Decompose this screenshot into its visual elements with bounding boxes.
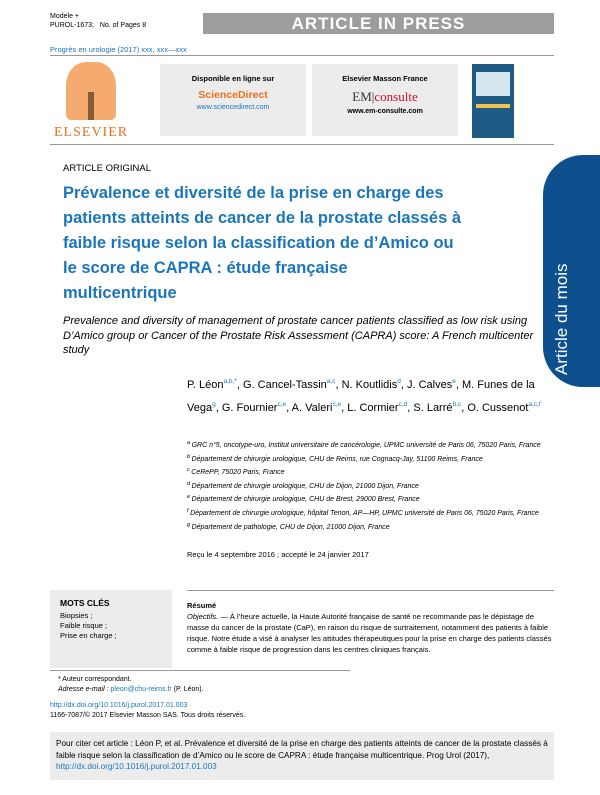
ref-code: PUROL-1673; bbox=[50, 22, 94, 29]
author-name-text: P. Léon bbox=[187, 379, 224, 391]
author-name: N. Koutlidis$^d$, bbox=[341, 378, 404, 391]
sciencedirect-label: Disponible en ligne sur bbox=[191, 74, 275, 83]
affiliation-text: Département de chirurgie urologique, hôpital Tenon, AP—HP, UPMC université de Paris 06, 75020 Paris, France bbox=[190, 509, 539, 517]
model-label: Modele + bbox=[50, 13, 79, 20]
article-type: ARTICLE ORIGINAL bbox=[63, 163, 151, 174]
keyword-item: Faible risque ; bbox=[60, 621, 108, 630]
affiliation-text: CeRePP, 75020 Paris, France bbox=[191, 469, 285, 477]
author-affiliation-mark[interactable]: a,c bbox=[326, 378, 336, 385]
article-du-mois-tab bbox=[543, 155, 600, 387]
author-list bbox=[187, 372, 547, 418]
article-title: Prévalence et diversité de la prise en charge des patients atteints de cancer de la prostate classés à faible risque selon la classification de d’Amico ou le score de CAPRA : étude française multicentrique bbox=[63, 184, 462, 302]
doi-link[interactable]: http://dx.doi.org/10.1016/j.purol.2017.01.003 bbox=[50, 702, 188, 709]
elsevier-logo bbox=[54, 62, 129, 142]
abstract bbox=[187, 600, 554, 655]
received-accepted-dates: Reçu le 4 septembre 2016 ; accepté le 24 janvier 2017 bbox=[187, 550, 369, 559]
affiliation-text: GRC n°5, oncotype-uro, Institut universitaire de cancérologie, UPMC université de Paris 06, 75020 Paris, France bbox=[191, 442, 541, 449]
affiliation-item bbox=[187, 506, 547, 520]
affiliation-mark: d bbox=[187, 480, 192, 487]
author-affiliation-mark[interactable]: b,c bbox=[452, 401, 462, 408]
author-name-text: G. Fournier bbox=[221, 402, 278, 414]
elsevier-tree-icon bbox=[66, 62, 116, 120]
author-affiliation-mark[interactable]: c,e bbox=[332, 401, 342, 408]
author-name: P. Léon$^{a,b,*}$, bbox=[187, 378, 244, 391]
page-count: No. of Pages 8 bbox=[99, 22, 147, 29]
affiliation-item bbox=[187, 438, 547, 452]
author-affiliation-mark[interactable]: c,e bbox=[277, 401, 287, 408]
author-affiliation-mark[interactable]: c,d bbox=[398, 401, 408, 408]
author-affiliation-mark[interactable]: d bbox=[397, 378, 401, 385]
affiliation-list bbox=[187, 438, 547, 533]
sciencedirect-panel[interactable] bbox=[160, 64, 306, 136]
author-name-text: S. Larré bbox=[413, 402, 453, 414]
citation-box bbox=[50, 732, 554, 780]
author-name-text: M. Funes de la Vega bbox=[187, 379, 535, 414]
author-name-text: O. Cussenot bbox=[467, 402, 529, 414]
author-name: S. Larré$^{b,c}$, bbox=[413, 401, 468, 414]
abstract-divider bbox=[187, 590, 554, 591]
author-affiliation-mark[interactable]: g bbox=[212, 401, 216, 408]
journal-cover-image bbox=[472, 64, 514, 138]
citation-text: Pour citer cet article : Léon P, et al. Prévalence et diversité de la prise en charge des patients atteints de cancer de la prostate classés à faible risque selon la classification de d’Amico ou le score de CAPRA : étude française multicentrique. Prog Urol (2017), bbox=[56, 739, 548, 760]
author-name: L. Cormier$^{c,d}$, bbox=[347, 401, 414, 414]
side-tab-label: Article du mois bbox=[552, 263, 571, 375]
abstract-section-label: Objectifs. bbox=[187, 612, 219, 621]
keywords-box bbox=[50, 590, 172, 668]
sciencedirect-url[interactable]: www.sciencedirect.com bbox=[196, 104, 270, 111]
publisher-header bbox=[50, 55, 554, 145]
model-info bbox=[50, 12, 146, 30]
footnotes bbox=[50, 670, 350, 696]
running-header bbox=[50, 12, 554, 36]
author-name-text: A. Valeri bbox=[291, 402, 333, 414]
author-name: G. Fournier$^{c,e}$, bbox=[221, 401, 290, 414]
emconsulte-brand: EM|consulte bbox=[352, 89, 418, 104]
affiliation-mark: e bbox=[187, 494, 192, 501]
author-name-text: J. Calves bbox=[406, 379, 453, 391]
affiliation-item bbox=[187, 452, 547, 466]
author-name: G. Cancel-Tassin$^{a,c}$, bbox=[243, 378, 342, 391]
article-title-english: Prevalence and diversity of management of prostate cancer patients classified as low risk using D’Amico group or Cancer of the Prostate Risk Assessment (CAPRA) score: A French multicenter study bbox=[63, 315, 534, 356]
affiliation-item bbox=[187, 520, 547, 534]
elsevier-wordmark: ELSEVIER bbox=[54, 125, 129, 140]
abstract-text: Objectifs. — À l’heure actuelle, la Haute Autorité française de santé ne recommande pas le dépistage de masse du cancer de la prostate (CaP), en raison du risque de surtraitement, notamment des patients à faible risque. Notre étude a visé à analyser les attitudes thérapeutiques pour la prise en charge des patients classés comme à faible risque de progression dans les centres cliniques français. bbox=[187, 612, 552, 654]
affiliation-item bbox=[187, 465, 547, 479]
keyword-item: Biopsies ; bbox=[60, 611, 93, 620]
author-name: A. Valeri$^{c,e}$, bbox=[291, 401, 348, 414]
affiliation-text: Département de chirurgie urologique, CHU de Reims, rue Cognacq-Jay, 51100 Reims, France bbox=[191, 455, 483, 463]
doi-copyright-block bbox=[50, 701, 245, 721]
keyword-item: Prise en charge ; bbox=[60, 631, 117, 640]
affiliation-text: Département de chirurgie urologique, CHU de Dijon, 21000 Dijon, France bbox=[191, 482, 419, 490]
affiliation-mark: f bbox=[187, 507, 191, 514]
author-name-text: G. Cancel-Tassin bbox=[243, 379, 327, 391]
affiliation-mark: c bbox=[187, 467, 192, 474]
affiliation-mark: b bbox=[187, 453, 192, 460]
copyright-line: 1166-7087/© 2017 Elsevier Masson SAS. Tous droits réservés. bbox=[50, 712, 246, 719]
author-email-link[interactable]: pleon@chu-reims.fr bbox=[110, 686, 172, 694]
author-name: J. Calves$^e$, bbox=[406, 378, 462, 391]
emconsulte-panel[interactable] bbox=[312, 64, 458, 136]
journal-citation-line[interactable]: Progrès en urologie (2017) xxx, xxx—xxx bbox=[50, 45, 187, 54]
affiliation-mark: a bbox=[187, 440, 192, 446]
author-affiliation-mark[interactable]: a,b,* bbox=[223, 378, 237, 385]
affiliation-text: Département de chirurgie urologique, CHU de Brest, 29000 Brest, France bbox=[191, 496, 420, 504]
author-name: M. Funes de la Vega$^g$, bbox=[187, 379, 535, 414]
article-in-press-banner: ARTICLE IN PRESS bbox=[203, 13, 554, 34]
affiliation-item bbox=[187, 492, 547, 506]
author-affiliation-mark[interactable]: e bbox=[452, 378, 456, 385]
affiliation-mark: g bbox=[187, 521, 192, 528]
author-name-text: N. Koutlidis bbox=[341, 379, 398, 391]
emconsulte-url[interactable]: www.em-consulte.com bbox=[347, 108, 423, 115]
author-name bbox=[467, 402, 540, 414]
author-name-text: L. Cormier bbox=[347, 402, 399, 414]
corresponding-author-note: * Auteur correspondant. bbox=[58, 676, 132, 683]
affiliation-item bbox=[187, 479, 547, 493]
keywords-heading: MOTS CLÉS bbox=[60, 598, 110, 608]
emconsulte-label: Elsevier Masson France bbox=[342, 74, 428, 83]
sciencedirect-brand: ScienceDirect bbox=[198, 89, 268, 101]
citation-doi-link[interactable]: http://dx.doi.org/10.1016/j.purol.2017.01.003 bbox=[56, 762, 217, 771]
email-note: Adresse e-mail : pleon@chu-reims.fr (P. Léon). bbox=[58, 686, 204, 694]
affiliation-text: Département de pathologie, CHU de Dijon, 21000 Dijon, France bbox=[191, 523, 390, 531]
abstract-heading: Résumé bbox=[187, 601, 217, 610]
author-affiliation-mark[interactable]: a,c,f bbox=[528, 401, 541, 408]
